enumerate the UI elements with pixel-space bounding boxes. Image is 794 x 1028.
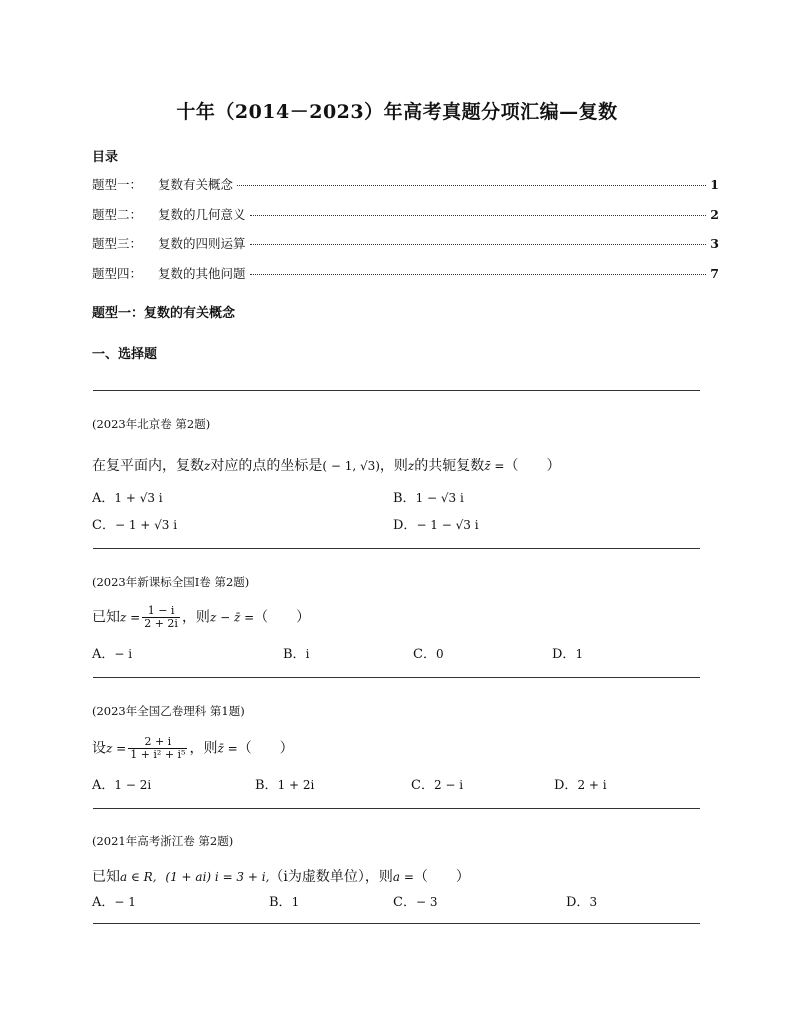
math-expr: a ∈ R, <box>120 870 157 884</box>
divider-line <box>93 548 700 549</box>
option-expr: − 1 − √3 i <box>416 518 479 532</box>
toc-heading: 目录 <box>92 150 119 165</box>
section-title: 题型一：复数的有关概念 <box>92 306 236 321</box>
option-b[interactable] <box>283 643 309 662</box>
option-a[interactable] <box>92 487 163 506</box>
option-expr: 0 <box>435 647 444 661</box>
toc-item-page: 7 <box>710 266 719 281</box>
math-expr: z = <box>106 741 127 756</box>
option-expr: − 1 <box>114 895 136 909</box>
option-letter: B． <box>269 895 292 910</box>
math-expr: a = <box>392 870 414 884</box>
toc-item-name: 复数的其他问题 <box>158 266 246 281</box>
document-title: 十年（2014－2023）年高考真题分项汇编—复数 <box>176 101 618 123</box>
math-expr: z − z̄ = <box>209 610 255 625</box>
fraction-denominator: 2 + 2i <box>144 617 178 630</box>
math-expr: z = <box>120 610 141 625</box>
option-d[interactable] <box>393 514 479 533</box>
option-expr: i <box>305 647 310 661</box>
question-source: (2023年新课标全国Ⅰ卷 第2题) <box>92 575 250 589</box>
toc-leader-dots <box>250 215 707 216</box>
math-var: z <box>204 459 211 473</box>
option-b[interactable] <box>393 487 464 506</box>
toc-item-4[interactable] <box>92 264 719 282</box>
divider-line <box>93 390 700 391</box>
fraction <box>142 605 180 630</box>
option-letter: A． <box>92 647 115 662</box>
toc-item-3[interactable] <box>92 234 719 252</box>
option-a[interactable] <box>92 643 132 662</box>
answer-paren: （ ） <box>504 458 561 474</box>
stem-text: 设 <box>92 740 106 757</box>
option-expr: 2 − i <box>433 778 464 792</box>
option-letter: D． <box>566 895 590 910</box>
option-letter: A． <box>92 895 115 910</box>
stem-text: 对应的点的坐标是 <box>210 458 323 474</box>
question-source: (2023年全国乙卷理科 第1题) <box>92 704 245 718</box>
stem-text: 在复平面内，复数 <box>92 458 204 474</box>
question-stem <box>92 736 294 761</box>
stem-text: ，则 <box>189 740 218 757</box>
answer-paren: （ ） <box>237 740 294 757</box>
toc-item-name: 复数的几何意义 <box>158 207 246 222</box>
option-expr: 1 − √3 i <box>415 491 464 505</box>
math-var: z <box>407 459 415 473</box>
toc-item-label: 题型二： <box>92 207 143 222</box>
question-source: (2023年北京卷 第2题) <box>92 417 211 431</box>
option-expr: 2 + i <box>577 778 607 792</box>
divider-line <box>93 923 700 924</box>
toc-item-page: 2 <box>710 207 719 222</box>
math-coord: ( − 1, √3) <box>322 459 380 473</box>
toc-leader-dots <box>250 274 707 275</box>
toc-item-page: 3 <box>710 236 719 251</box>
stem-text: 的共轭复数 <box>414 458 485 474</box>
toc-item-1[interactable] <box>92 175 719 193</box>
option-letter: B． <box>255 778 278 793</box>
stem-text: 已知 <box>92 869 120 885</box>
stem-text: ，则 <box>379 458 408 474</box>
toc-leader-dots <box>237 185 706 186</box>
option-c[interactable] <box>413 643 444 662</box>
question-stem <box>92 455 560 475</box>
option-expr: 3 <box>589 895 598 909</box>
option-letter: D． <box>552 647 576 662</box>
question-stem <box>92 866 470 886</box>
option-letter: A． <box>92 491 115 506</box>
option-expr: 1 − 2i <box>114 778 152 792</box>
option-letter: C． <box>393 895 416 910</box>
option-expr: − i <box>114 647 133 661</box>
option-letter: B． <box>283 647 306 662</box>
stem-text: （i为虚数单位），则 <box>269 869 393 885</box>
section-subtitle: 一、选择题 <box>92 347 158 362</box>
toc-item-2[interactable] <box>92 205 719 223</box>
option-d[interactable] <box>552 643 583 662</box>
option-b[interactable] <box>269 891 299 910</box>
toc-item-label: 题型三： <box>92 236 143 251</box>
option-c[interactable] <box>92 514 177 533</box>
toc-item-label: 题型一： <box>92 177 143 192</box>
option-letter: A． <box>92 778 115 793</box>
math-expr: z̄ = <box>484 459 505 473</box>
option-letter: C． <box>411 778 434 793</box>
option-d[interactable] <box>554 774 607 793</box>
option-c[interactable] <box>411 774 463 793</box>
answer-paren: （ ） <box>254 609 311 626</box>
option-expr: 1 <box>291 895 300 909</box>
stem-text: ，则 <box>181 609 210 626</box>
option-letter: C． <box>92 518 115 533</box>
fraction <box>128 736 187 761</box>
option-a[interactable] <box>92 774 151 793</box>
toc-item-page: 1 <box>710 177 719 192</box>
option-expr: 1 <box>575 647 584 661</box>
fraction-numerator: 2 + i <box>128 736 187 749</box>
toc-item-label: 题型四： <box>92 266 143 281</box>
option-expr: − 1 + √3 i <box>114 518 178 532</box>
option-expr: − 3 <box>415 895 438 909</box>
stem-text: 已知 <box>92 609 120 626</box>
option-letter: B． <box>393 491 416 506</box>
option-expr: 1 + √3 i <box>114 491 163 505</box>
fraction-denominator: 1 + i² + i⁵ <box>130 748 186 761</box>
question-source: (2021年高考浙江卷 第2题) <box>92 834 234 848</box>
question-stem <box>92 605 310 630</box>
answer-paren: （ ） <box>413 869 470 885</box>
divider-line <box>93 677 700 678</box>
option-letter: D． <box>393 518 417 533</box>
toc-item-name: 复数的四则运算 <box>158 236 246 251</box>
option-expr: 1 + 2i <box>277 778 315 792</box>
toc-leader-dots <box>250 244 707 245</box>
math-expr: z̄ = <box>217 741 238 756</box>
option-letter: D． <box>554 778 578 793</box>
option-letter: C． <box>413 647 436 662</box>
toc-item-name: 复数有关概念 <box>158 177 234 192</box>
option-c[interactable] <box>393 891 437 910</box>
option-a[interactable] <box>92 891 136 910</box>
math-expr: (1 + ai) i = 3 + i, <box>165 870 270 884</box>
option-d[interactable] <box>566 891 597 910</box>
divider-line <box>93 808 700 809</box>
option-b[interactable] <box>255 774 314 793</box>
fraction-numerator: 1 − i <box>142 605 180 618</box>
